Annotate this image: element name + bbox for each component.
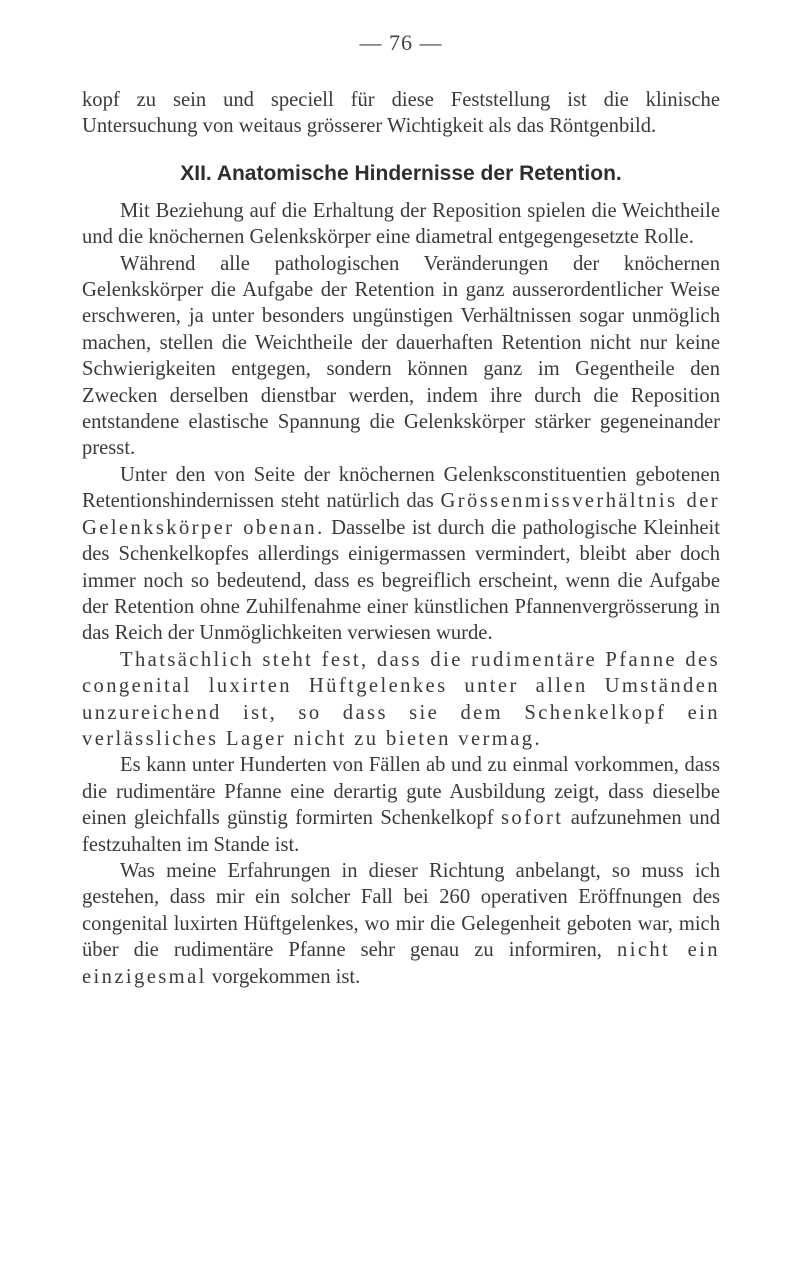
paragraph-1: Mit Beziehung auf die Erhaltung der Reposition spielen die Weichtheile und die knöchernen Gelenkskörper eine diametral entgegengesetzte Rolle. (82, 199, 720, 249)
paragraph-5-emphasis: sofort (500, 807, 564, 830)
section-heading: XII. Anatomische Hindernisse der Retention. (180, 161, 622, 185)
page-number: — 76 — (359, 30, 443, 55)
paragraph-3-text-c: Dasselbe ist durch die pathologische Kleinheit des Schenkelkopfes allerdings einigermassen vermindert, bleibt aber doch immer noch so bedeutend, dass es begreiflich erscheint, wenn die Aufgabe der Retention ohne Zuhilfenahme einer künstlichen Pfannenvergrösserung in das Reich der Unmöglichkeiten verwiesen wurde. (82, 516, 720, 645)
paragraph-6-emphasis: nicht ein einzigesmal (82, 939, 720, 988)
paragraph-2: Während alle pathologischen Veränderungen der knöchernen Gelenkskörper die Aufgabe der Retention in ganz ausserordentlicher Weise erschweren, ja unter besonders ungünstigen Verhältnissen sogar unmöglich machen, stellen die Weichtheile der dauerhaften Retention nicht nur keine Schwierigkeiten entgegen, sondern können ganz im Gegentheile den Zwecken derselben dienstbar werden, indem ihre durch die Reposition entstandene elastische Spannung die Gelenkskörper stärker gegeneinander presst. (82, 252, 720, 460)
paragraph-4: Thatsächlich steht fest, dass die rudimentäre Pfanne des congenital luxirten Hüftgelenkes unter allen Umständen unzureichend ist, so dass sie dem Schenkelkopf ein verlässliches Lager nicht zu bieten vermag. (82, 648, 720, 750)
paragraph-6 (82, 858, 720, 990)
intro-paragraph: kopf zu sein und speciell für diese Feststellung ist die klinische Untersuchung von weitaus grösserer Wichtigkeit als das Röntgenbild. (82, 89, 720, 138)
paragraph-6-text-c: vorgekommen ist. (206, 965, 361, 988)
paragraph-6-text-a: Was meine Erfahrungen in dieser Richtung anbelangt, so muss ich gestehen, dass mir ein solcher Fall bei 260 operativen Eröffnungen des congenital luxirten Hüftgelenkes, wo mir die Gelegenheit geboten war, mich über die rudimentäre Pfanne sehr genau zu informiren, (82, 859, 720, 962)
paragraph-5-text-a: Es kann unter Hunderten von Fällen ab und zu einmal vorkommen, dass die rudimentäre Pfanne eine derartig gute Ausbildung zeigt, dass dieselbe einen gleichfalls günstig formirten Schenkelkopf (82, 754, 720, 830)
paragraph-5-text-c: aufzunehmen und festzuhalten im Stande ist. (82, 807, 720, 856)
paragraph-3 (82, 462, 720, 647)
document-page (82, 30, 720, 990)
paragraph-3-emphasis: Grössenmissverhältnis der Gelenkskörper obenan. (82, 490, 720, 539)
paragraph-5 (82, 752, 720, 858)
paragraph-3-text-a: Unter den von Seite der knöchernen Gelenksconstituentien gebotenen Retentionshindernissen steht natürlich das (82, 463, 720, 513)
